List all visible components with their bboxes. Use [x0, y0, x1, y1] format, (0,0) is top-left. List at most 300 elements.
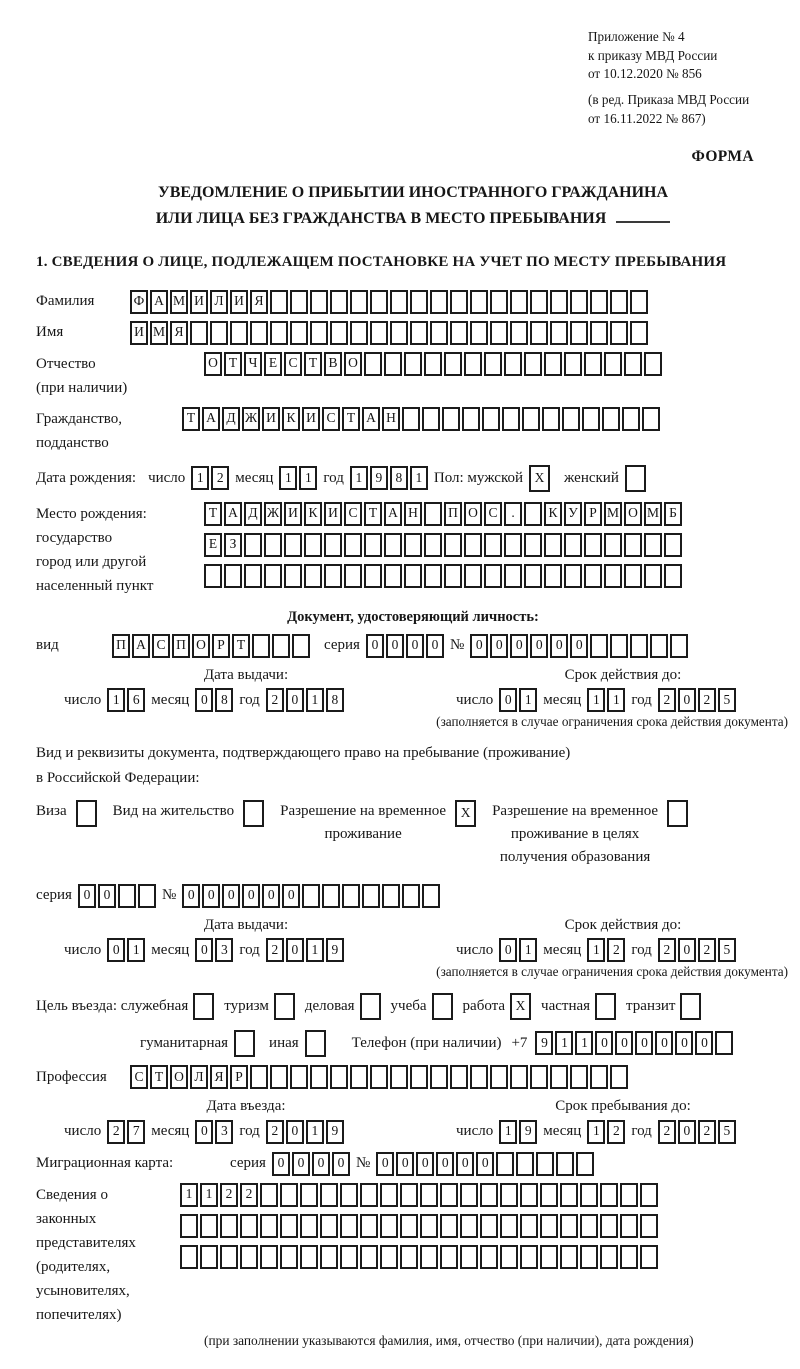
doc-issue-year-box[interactable]: 2 — [266, 688, 284, 712]
representatives-char-box[interactable] — [180, 1245, 198, 1269]
birth-place-char-box[interactable]: А — [384, 502, 402, 526]
representatives-char-box[interactable] — [220, 1245, 238, 1269]
mig-number-box[interactable]: 0 — [416, 1152, 434, 1176]
doc-number-box[interactable]: 0 — [530, 634, 548, 658]
doc-valid-month-box[interactable]: 1 — [607, 688, 625, 712]
citizenship-char-box[interactable] — [482, 407, 500, 431]
profession-char-box[interactable] — [410, 1065, 428, 1089]
citizenship-char-box[interactable] — [442, 407, 460, 431]
surname-char-box[interactable] — [330, 290, 348, 314]
birth-place-char-box[interactable] — [564, 564, 582, 588]
name-char-box[interactable] — [270, 321, 288, 345]
representatives-char-box[interactable]: 1 — [200, 1183, 218, 1207]
representatives-char-box[interactable] — [280, 1214, 298, 1238]
birth-place-char-box[interactable] — [324, 564, 342, 588]
representatives-char-box[interactable] — [340, 1214, 358, 1238]
doc-kind-char-box[interactable]: С — [152, 634, 170, 658]
res-valid-year-box[interactable]: 0 — [678, 938, 696, 962]
phone-digit-box[interactable]: 0 — [635, 1031, 653, 1055]
representatives-char-box[interactable] — [480, 1214, 498, 1238]
doc-issue-day-box[interactable]: 1 — [107, 688, 125, 712]
profession-char-box[interactable] — [470, 1065, 488, 1089]
doc-number-box[interactable]: 0 — [490, 634, 508, 658]
birth-place-char-box[interactable] — [424, 564, 442, 588]
doc-valid-month-box[interactable]: 1 — [587, 688, 605, 712]
citizenship-char-box[interactable]: Т — [342, 407, 360, 431]
patronymic-char-box[interactable] — [584, 352, 602, 376]
birth-place-char-box[interactable] — [224, 564, 242, 588]
birth-place-char-box[interactable] — [584, 533, 602, 557]
stay-day-box[interactable]: 1 — [499, 1120, 517, 1144]
purpose-business-checkbox[interactable] — [360, 993, 381, 1020]
patronymic-char-box[interactable] — [404, 352, 422, 376]
birth-place-char-box[interactable]: М — [604, 502, 622, 526]
birth-place-char-box[interactable] — [444, 533, 462, 557]
birth-place-char-box[interactable] — [544, 564, 562, 588]
mig-number-box[interactable]: 0 — [376, 1152, 394, 1176]
doc-kind-char-box[interactable]: О — [192, 634, 210, 658]
representatives-char-box[interactable] — [240, 1214, 258, 1238]
profession-char-box[interactable] — [350, 1065, 368, 1089]
birth-place-char-box[interactable] — [524, 564, 542, 588]
citizenship-char-box[interactable]: А — [362, 407, 380, 431]
doc-number-box[interactable]: 0 — [470, 634, 488, 658]
name-char-box[interactable] — [230, 321, 248, 345]
mig-number-box[interactable]: 0 — [476, 1152, 494, 1176]
purpose-study-checkbox[interactable] — [432, 993, 453, 1020]
surname-char-box[interactable] — [450, 290, 468, 314]
stay-year-box[interactable]: 2 — [658, 1120, 676, 1144]
birth-place-char-box[interactable]: Б — [664, 502, 682, 526]
representatives-char-box[interactable] — [220, 1214, 238, 1238]
representatives-char-box[interactable] — [640, 1214, 658, 1238]
stay-year-box[interactable]: 5 — [718, 1120, 736, 1144]
birth-place-char-box[interactable] — [444, 564, 462, 588]
representatives-char-box[interactable] — [540, 1214, 558, 1238]
representatives-char-box[interactable] — [480, 1245, 498, 1269]
profession-char-box[interactable] — [570, 1065, 588, 1089]
birth-day-box[interactable]: 1 — [191, 466, 209, 490]
birth-place-char-box[interactable]: З — [224, 533, 242, 557]
mig-number-box[interactable] — [516, 1152, 534, 1176]
res-number-box[interactable]: 0 — [222, 884, 240, 908]
surname-char-box[interactable] — [270, 290, 288, 314]
name-char-box[interactable] — [370, 321, 388, 345]
representatives-char-box[interactable] — [440, 1245, 458, 1269]
representatives-char-box[interactable] — [500, 1245, 518, 1269]
birth-place-char-box[interactable] — [284, 533, 302, 557]
representatives-char-box[interactable] — [620, 1214, 638, 1238]
patronymic-char-box[interactable]: Ч — [244, 352, 262, 376]
representatives-char-box[interactable] — [440, 1183, 458, 1207]
name-char-box[interactable] — [210, 321, 228, 345]
residence-permit-checkbox[interactable] — [243, 800, 264, 827]
phone-digit-box[interactable]: 0 — [655, 1031, 673, 1055]
representatives-char-box[interactable] — [300, 1245, 318, 1269]
res-valid-day-box[interactable]: 0 — [499, 938, 517, 962]
doc-valid-year-box[interactable]: 0 — [678, 688, 696, 712]
surname-char-box[interactable] — [610, 290, 628, 314]
phone-digit-box[interactable]: 1 — [555, 1031, 573, 1055]
doc-number-box[interactable] — [650, 634, 668, 658]
citizenship-char-box[interactable]: Н — [382, 407, 400, 431]
birth-place-char-box[interactable]: П — [444, 502, 462, 526]
doc-valid-year-box[interactable]: 2 — [698, 688, 716, 712]
name-char-box[interactable] — [350, 321, 368, 345]
birth-place-char-box[interactable] — [264, 564, 282, 588]
birth-place-char-box[interactable]: О — [624, 502, 642, 526]
patronymic-char-box[interactable]: О — [204, 352, 222, 376]
representatives-char-box[interactable] — [260, 1214, 278, 1238]
mig-number-box[interactable] — [496, 1152, 514, 1176]
representatives-char-box[interactable] — [400, 1245, 418, 1269]
profession-char-box[interactable] — [490, 1065, 508, 1089]
patronymic-char-box[interactable] — [564, 352, 582, 376]
surname-char-box[interactable] — [310, 290, 328, 314]
citizenship-char-box[interactable]: Ж — [242, 407, 260, 431]
entry-year-box[interactable]: 9 — [326, 1120, 344, 1144]
citizenship-char-box[interactable]: А — [202, 407, 220, 431]
patronymic-char-box[interactable]: О — [344, 352, 362, 376]
representatives-char-box[interactable] — [600, 1245, 618, 1269]
res-number-box[interactable] — [422, 884, 440, 908]
name-char-box[interactable] — [330, 321, 348, 345]
birth-place-char-box[interactable] — [344, 533, 362, 557]
profession-char-box[interactable] — [390, 1065, 408, 1089]
surname-char-box[interactable] — [290, 290, 308, 314]
surname-char-box[interactable]: А — [150, 290, 168, 314]
representatives-char-box[interactable] — [340, 1245, 358, 1269]
profession-char-box[interactable]: Р — [230, 1065, 248, 1089]
res-issue-year-box[interactable]: 0 — [286, 938, 304, 962]
representatives-char-box[interactable] — [320, 1245, 338, 1269]
citizenship-char-box[interactable] — [422, 407, 440, 431]
patronymic-char-box[interactable] — [544, 352, 562, 376]
res-issue-month-box[interactable]: 3 — [215, 938, 233, 962]
birth-place-char-box[interactable] — [284, 564, 302, 588]
birth-month-box[interactable]: 1 — [299, 466, 317, 490]
phone-digit-box[interactable]: 0 — [675, 1031, 693, 1055]
patronymic-char-box[interactable] — [624, 352, 642, 376]
res-number-box[interactable] — [342, 884, 360, 908]
patronymic-char-box[interactable] — [604, 352, 622, 376]
birth-place-char-box[interactable]: О — [464, 502, 482, 526]
res-number-box[interactable] — [322, 884, 340, 908]
name-char-box[interactable]: Я — [170, 321, 188, 345]
name-char-box[interactable] — [430, 321, 448, 345]
birth-place-char-box[interactable]: А — [224, 502, 242, 526]
birth-month-box[interactable]: 1 — [279, 466, 297, 490]
stay-year-box[interactable]: 2 — [698, 1120, 716, 1144]
patronymic-char-box[interactable]: Т — [224, 352, 242, 376]
doc-kind-char-box[interactable]: П — [172, 634, 190, 658]
representatives-char-box[interactable]: 1 — [180, 1183, 198, 1207]
name-char-box[interactable]: М — [150, 321, 168, 345]
birth-place-char-box[interactable] — [424, 533, 442, 557]
mig-series-box[interactable]: 0 — [292, 1152, 310, 1176]
res-valid-day-box[interactable]: 1 — [519, 938, 537, 962]
profession-char-box[interactable] — [290, 1065, 308, 1089]
phone-digit-box[interactable]: 1 — [575, 1031, 593, 1055]
birth-place-char-box[interactable] — [504, 564, 522, 588]
representatives-char-box[interactable] — [420, 1214, 438, 1238]
doc-kind-char-box[interactable]: Р — [212, 634, 230, 658]
profession-char-box[interactable] — [430, 1065, 448, 1089]
doc-number-box[interactable] — [590, 634, 608, 658]
birth-place-char-box[interactable] — [204, 564, 222, 588]
doc-number-box[interactable] — [610, 634, 628, 658]
citizenship-char-box[interactable]: К — [282, 407, 300, 431]
stay-year-box[interactable]: 0 — [678, 1120, 696, 1144]
phone-digit-box[interactable]: 0 — [595, 1031, 613, 1055]
name-char-box[interactable] — [190, 321, 208, 345]
sex-female-checkbox[interactable] — [625, 465, 646, 492]
representatives-char-box[interactable]: 2 — [240, 1183, 258, 1207]
mig-series-box[interactable]: 0 — [312, 1152, 330, 1176]
surname-char-box[interactable] — [430, 290, 448, 314]
patronymic-char-box[interactable] — [424, 352, 442, 376]
doc-issue-year-box[interactable]: 1 — [306, 688, 324, 712]
name-char-box[interactable] — [570, 321, 588, 345]
mig-number-box[interactable] — [556, 1152, 574, 1176]
birth-place-char-box[interactable] — [384, 564, 402, 588]
representatives-char-box[interactable] — [380, 1245, 398, 1269]
birth-place-char-box[interactable] — [564, 533, 582, 557]
surname-char-box[interactable] — [630, 290, 648, 314]
representatives-char-box[interactable] — [320, 1214, 338, 1238]
birth-place-char-box[interactable] — [484, 533, 502, 557]
representatives-char-box[interactable] — [520, 1245, 538, 1269]
representatives-char-box[interactable] — [420, 1245, 438, 1269]
res-number-box[interactable]: 0 — [262, 884, 280, 908]
surname-char-box[interactable] — [510, 290, 528, 314]
birth-year-box[interactable]: 9 — [370, 466, 388, 490]
citizenship-char-box[interactable] — [602, 407, 620, 431]
representatives-char-box[interactable] — [460, 1183, 478, 1207]
doc-valid-day-box[interactable]: 0 — [499, 688, 517, 712]
profession-char-box[interactable] — [610, 1065, 628, 1089]
entry-month-box[interactable]: 0 — [195, 1120, 213, 1144]
representatives-char-box[interactable] — [380, 1183, 398, 1207]
stay-day-box[interactable]: 9 — [519, 1120, 537, 1144]
representatives-char-box[interactable]: 2 — [220, 1183, 238, 1207]
birth-place-char-box[interactable] — [244, 533, 262, 557]
citizenship-char-box[interactable]: И — [302, 407, 320, 431]
purpose-tourism-checkbox[interactable] — [274, 993, 295, 1020]
citizenship-char-box[interactable]: Т — [182, 407, 200, 431]
birth-place-char-box[interactable]: С — [484, 502, 502, 526]
name-char-box[interactable] — [290, 321, 308, 345]
birth-place-char-box[interactable] — [584, 564, 602, 588]
birth-place-char-box[interactable] — [664, 533, 682, 557]
profession-char-box[interactable] — [550, 1065, 568, 1089]
representatives-char-box[interactable] — [580, 1183, 598, 1207]
representatives-char-box[interactable] — [380, 1214, 398, 1238]
entry-month-box[interactable]: 3 — [215, 1120, 233, 1144]
doc-kind-char-box[interactable]: А — [132, 634, 150, 658]
birth-place-char-box[interactable] — [464, 564, 482, 588]
res-valid-year-box[interactable]: 2 — [698, 938, 716, 962]
entry-year-box[interactable]: 0 — [286, 1120, 304, 1144]
representatives-char-box[interactable] — [360, 1183, 378, 1207]
birth-place-char-box[interactable]: Т — [364, 502, 382, 526]
res-number-box[interactable] — [302, 884, 320, 908]
birth-place-char-box[interactable] — [404, 533, 422, 557]
birth-place-char-box[interactable] — [524, 533, 542, 557]
name-char-box[interactable] — [510, 321, 528, 345]
birth-place-char-box[interactable] — [664, 564, 682, 588]
birth-place-char-box[interactable] — [644, 533, 662, 557]
surname-char-box[interactable] — [490, 290, 508, 314]
representatives-char-box[interactable] — [620, 1183, 638, 1207]
birth-place-char-box[interactable] — [624, 564, 642, 588]
birth-place-char-box[interactable] — [544, 533, 562, 557]
profession-char-box[interactable]: С — [130, 1065, 148, 1089]
birth-place-char-box[interactable] — [364, 564, 382, 588]
citizenship-char-box[interactable] — [582, 407, 600, 431]
surname-char-box[interactable] — [530, 290, 548, 314]
res-number-box[interactable]: 0 — [242, 884, 260, 908]
mig-number-box[interactable] — [536, 1152, 554, 1176]
doc-number-box[interactable] — [630, 634, 648, 658]
representatives-char-box[interactable] — [200, 1214, 218, 1238]
doc-kind-char-box[interactable]: П — [112, 634, 130, 658]
representatives-char-box[interactable] — [540, 1183, 558, 1207]
representatives-char-box[interactable] — [560, 1245, 578, 1269]
representatives-char-box[interactable] — [280, 1183, 298, 1207]
patronymic-char-box[interactable] — [444, 352, 462, 376]
representatives-char-box[interactable] — [560, 1214, 578, 1238]
representatives-char-box[interactable] — [560, 1183, 578, 1207]
birth-place-char-box[interactable] — [324, 533, 342, 557]
name-char-box[interactable] — [410, 321, 428, 345]
birth-place-char-box[interactable] — [644, 564, 662, 588]
birth-place-char-box[interactable] — [484, 564, 502, 588]
representatives-char-box[interactable] — [500, 1214, 518, 1238]
name-char-box[interactable] — [250, 321, 268, 345]
birth-place-char-box[interactable] — [404, 564, 422, 588]
res-issue-year-box[interactable]: 1 — [306, 938, 324, 962]
representatives-char-box[interactable] — [640, 1245, 658, 1269]
name-char-box[interactable] — [310, 321, 328, 345]
name-char-box[interactable] — [630, 321, 648, 345]
temp-permit-checkbox[interactable]: X — [455, 800, 476, 827]
representatives-char-box[interactable] — [580, 1214, 598, 1238]
representatives-char-box[interactable] — [600, 1183, 618, 1207]
entry-day-box[interactable]: 2 — [107, 1120, 125, 1144]
representatives-char-box[interactable] — [200, 1245, 218, 1269]
birth-year-box[interactable]: 1 — [410, 466, 428, 490]
doc-number-box[interactable]: 0 — [570, 634, 588, 658]
name-char-box[interactable] — [390, 321, 408, 345]
surname-char-box[interactable] — [570, 290, 588, 314]
profession-char-box[interactable]: О — [170, 1065, 188, 1089]
citizenship-char-box[interactable]: С — [322, 407, 340, 431]
birth-place-char-box[interactable]: Е — [204, 533, 222, 557]
res-series-box[interactable] — [138, 884, 156, 908]
doc-series-box[interactable]: 0 — [426, 634, 444, 658]
birth-place-char-box[interactable]: Д — [244, 502, 262, 526]
patronymic-char-box[interactable] — [364, 352, 382, 376]
surname-char-box[interactable] — [590, 290, 608, 314]
representatives-char-box[interactable] — [440, 1214, 458, 1238]
doc-kind-char-box[interactable] — [252, 634, 270, 658]
doc-issue-month-box[interactable]: 8 — [215, 688, 233, 712]
representatives-char-box[interactable] — [600, 1214, 618, 1238]
citizenship-char-box[interactable] — [562, 407, 580, 431]
surname-char-box[interactable]: И — [190, 290, 208, 314]
res-issue-day-box[interactable]: 0 — [107, 938, 125, 962]
name-char-box[interactable]: И — [130, 321, 148, 345]
res-series-box[interactable]: 0 — [98, 884, 116, 908]
patronymic-char-box[interactable] — [384, 352, 402, 376]
res-valid-month-box[interactable]: 1 — [587, 938, 605, 962]
representatives-char-box[interactable] — [300, 1214, 318, 1238]
res-issue-month-box[interactable]: 0 — [195, 938, 213, 962]
res-number-box[interactable] — [382, 884, 400, 908]
purpose-private-checkbox[interactable] — [595, 993, 616, 1020]
profession-char-box[interactable] — [370, 1065, 388, 1089]
representatives-char-box[interactable] — [500, 1183, 518, 1207]
res-number-box[interactable]: 0 — [182, 884, 200, 908]
birth-place-char-box[interactable] — [304, 564, 322, 588]
profession-char-box[interactable] — [330, 1065, 348, 1089]
representatives-char-box[interactable] — [460, 1214, 478, 1238]
representatives-char-box[interactable] — [360, 1214, 378, 1238]
birth-year-box[interactable]: 8 — [390, 466, 408, 490]
mig-number-box[interactable]: 0 — [436, 1152, 454, 1176]
res-valid-year-box[interactable]: 2 — [658, 938, 676, 962]
res-number-box[interactable] — [362, 884, 380, 908]
patronymic-char-box[interactable]: Т — [304, 352, 322, 376]
surname-char-box[interactable]: Л — [210, 290, 228, 314]
representatives-char-box[interactable] — [260, 1245, 278, 1269]
doc-kind-char-box[interactable]: Т — [232, 634, 250, 658]
birth-place-char-box[interactable]: Ж — [264, 502, 282, 526]
doc-number-box[interactable] — [670, 634, 688, 658]
doc-kind-char-box[interactable] — [292, 634, 310, 658]
res-valid-year-box[interactable]: 5 — [718, 938, 736, 962]
doc-series-box[interactable]: 0 — [386, 634, 404, 658]
birth-place-char-box[interactable]: К — [544, 502, 562, 526]
visa-checkbox[interactable] — [76, 800, 97, 827]
birth-place-char-box[interactable]: И — [284, 502, 302, 526]
name-char-box[interactable] — [470, 321, 488, 345]
representatives-char-box[interactable] — [420, 1183, 438, 1207]
name-char-box[interactable] — [490, 321, 508, 345]
profession-char-box[interactable]: Т — [150, 1065, 168, 1089]
doc-issue-day-box[interactable]: 6 — [127, 688, 145, 712]
res-issue-day-box[interactable]: 1 — [127, 938, 145, 962]
surname-char-box[interactable]: Я — [250, 290, 268, 314]
citizenship-char-box[interactable] — [522, 407, 540, 431]
representatives-char-box[interactable] — [520, 1183, 538, 1207]
purpose-humanitarian-checkbox[interactable] — [234, 1030, 255, 1057]
birth-place-char-box[interactable]: С — [344, 502, 362, 526]
birth-place-char-box[interactable] — [244, 564, 262, 588]
birth-place-char-box[interactable] — [384, 533, 402, 557]
name-char-box[interactable] — [530, 321, 548, 345]
patronymic-char-box[interactable]: С — [284, 352, 302, 376]
purpose-transit-checkbox[interactable] — [680, 993, 701, 1020]
doc-valid-year-box[interactable]: 2 — [658, 688, 676, 712]
birth-place-char-box[interactable]: М — [644, 502, 662, 526]
res-series-box[interactable]: 0 — [78, 884, 96, 908]
representatives-char-box[interactable] — [640, 1183, 658, 1207]
birth-place-char-box[interactable] — [424, 502, 442, 526]
mig-number-box[interactable] — [576, 1152, 594, 1176]
profession-char-box[interactable] — [450, 1065, 468, 1089]
